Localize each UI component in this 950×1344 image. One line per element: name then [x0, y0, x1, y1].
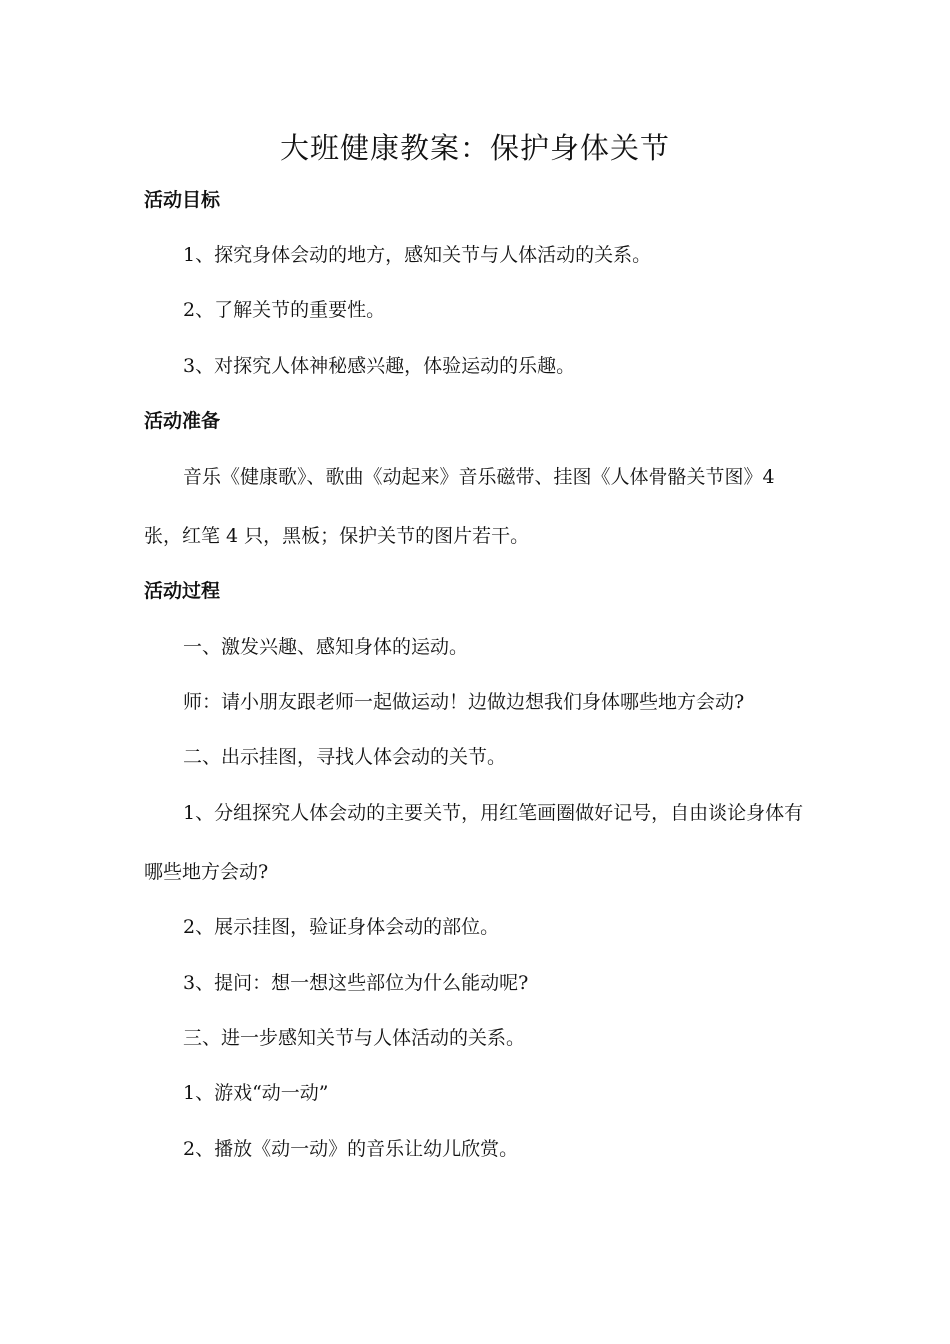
process-paragraph: 3、提问：想一想这些部位为什么能动呢?: [183, 972, 529, 994]
prep-line-2: 张，红笔 4 只，黑板；保护关节的图片若干。: [144, 525, 530, 547]
section-heading-process: 活动过程: [144, 580, 221, 602]
prep-line-1: 音乐《健康歌》、歌曲《动起来》音乐磁带、挂图《人体骨骼关节图》4: [183, 466, 775, 488]
process-paragraph: 二、出示挂图，寻找人体会动的关节。: [183, 746, 507, 768]
process-paragraph: 1、分组探究人体会动的主要关节，用红笔画圈做好记号，自由谈论身体有: [183, 802, 804, 824]
section-heading-goals: 活动目标: [144, 189, 221, 211]
process-paragraph: 1、游戏“动一动”: [183, 1082, 329, 1104]
process-paragraph: 一、激发兴趣、感知身体的运动。: [183, 636, 469, 658]
goal-item-2: 2、了解关节的重要性。: [183, 299, 386, 321]
process-paragraph: 2、展示挂图，验证身体会动的部位。: [183, 916, 500, 938]
process-paragraph: 师：请小朋友跟老师一起做运动！边做边想我们身体哪些地方会动?: [183, 691, 745, 713]
process-paragraph: 三、进一步感知关节与人体活动的关系。: [183, 1027, 526, 1049]
process-paragraph: 2、播放《动一动》的音乐让幼儿欣赏。: [183, 1138, 519, 1160]
process-paragraph-continuation: 哪些地方会动?: [144, 861, 269, 883]
section-heading-prep: 活动准备: [144, 410, 221, 432]
document-title: 大班健康教案：保护身体关节: [279, 131, 670, 165]
goal-item-1: 1、探究身体会动的地方，感知关节与人体活动的关系。: [183, 244, 652, 266]
goal-item-3: 3、对探究人体神秘感兴趣，体验运动的乐趣。: [183, 355, 576, 377]
